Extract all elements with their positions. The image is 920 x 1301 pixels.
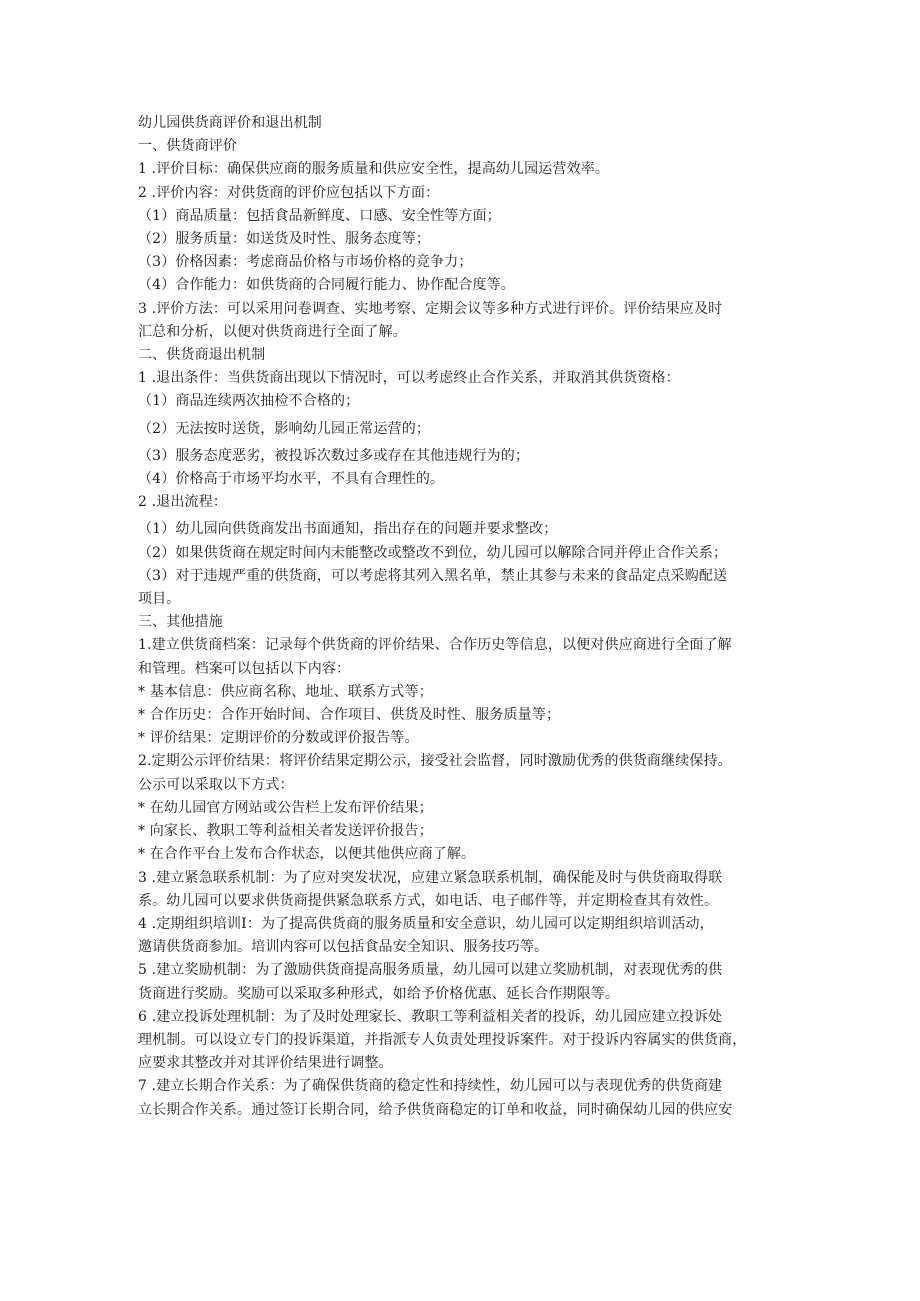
document-line: 项目。 (138, 591, 181, 608)
document-line: 立长期合作关系。通过签订长期合同，给予供货商稳定的订单和收益，同时确保幼儿园的供应安 (138, 1101, 733, 1118)
document-line: 应要求其整改并对其评价结果进行调整。 (138, 1055, 393, 1072)
document-line: 2 .退出流程： (138, 494, 228, 511)
document-line: 3 .建立紧急联系机制：为了应对突发状况，应建立紧急联系机制，确保能及时与供货商取得联 (138, 869, 723, 886)
document-line: 汇总和分析，以便对供货商进行全面了解。 (138, 323, 407, 340)
document-line: 1 .退出条件：当供货商出现以下情况时，可以考虑终止合作关系，并取消其供货资格： (138, 370, 680, 387)
document-line: * 基本信息：供应商名称、地址、联系方式等； (138, 683, 433, 700)
document-line: * 向家长、教职工等利益相关者发送评价报告； (138, 823, 433, 840)
document-line: （2）如果供货商在规定时间内未能整改或整改不到位，幼儿园可以解除合同并停止合作关系； (138, 544, 728, 561)
document-line: 4 .定期组织培训I：为了提高供货商的服务质量和安全意识，幼儿园可以定期组织培训活动， (138, 915, 714, 932)
document-line: （1）商品质量：包括食品新鲜度、口感、安全性等方面； (138, 207, 501, 224)
document-line: 邀请供货商参加。培训内容可以包括食品安全知识、服务技巧等。 (138, 939, 549, 956)
document-title: 幼儿园供货商评价和退出机制 (138, 115, 322, 131)
document-line: 系。幼儿园可以要求供货商提供紧急联系方式，如电话、电子邮件等，并定期检查其有效性。 (138, 892, 719, 909)
document-line: 货商进行奖励。奖励可以采取多种形式，如给予价格优惠、延长合作期限等。 (138, 985, 620, 1002)
document-line: * 合作历史：合作开始时间、合作项目、供货及时性、服务质量等； (138, 707, 561, 724)
document-line: （1）商品连续两次抽检不合格的； (138, 393, 360, 410)
document-line: 三、其他措施 (138, 614, 223, 631)
document-line: （2）无法按时送货，影响幼儿园正常运营的； (138, 420, 431, 437)
document-line: 6 .建立投诉处理机制：为了及时处理家长、教职工等利益相关者的投诉，幼儿园应建立投诉处 (138, 1008, 723, 1025)
document-line: （3）对于违规严重的供货商，可以考虑将其列入黑名单，禁止其参与未来的食品定点采购配送 (138, 567, 728, 584)
document-line: （2）服务质量：如送货及时性、服务态度等； (138, 231, 431, 248)
document-line: * 评价结果：定期评价的分数或评价报告等。 (138, 730, 419, 747)
document-line: （3）服务态度恶劣，被投诉次数过多或存在其他违规行为的； (138, 447, 530, 464)
document-line: （4）合作能力：如供货商的合同履行能力、协作配合度等。 (138, 277, 515, 294)
document-line: * 在合作平台上发布合作状态，以便其他供应商了解。 (138, 846, 476, 863)
document-line: 公示可以采取以下方式： (138, 776, 294, 793)
document-line: （3）价格因素：考虑商品价格与市场价格的竞争力； (138, 254, 473, 271)
document-body (138, 112, 788, 1122)
document-line: 5 .建立奖励机制：为了激励供货商提高服务质量，幼儿园可以建立奖励机制，对表现优秀的供 (138, 962, 723, 979)
document-line: 3 .评价方法：可以采用问卷调查、实地考察、定期会议等多种方式进行评价。评价结果应及时 (138, 300, 723, 317)
document-line: 和管理。档案可以包括以下内容： (138, 660, 351, 677)
document-line: 理机制。可以设立专门的投诉渠道，并指派专人负责处理投诉案件。对于投诉内容属实的供货商， (138, 1031, 747, 1048)
document-line: 1 .评价目标：确保供应商的服务质量和供应安全性，提高幼儿园运营效率。 (138, 161, 610, 178)
document-line: 2.定期公示评价结果：将评价结果定期公示，接受社会监督，同时激励优秀的供货商继续保持。 (138, 753, 732, 770)
document-line: 1.建立供货商档案：记录每个供货商的评价结果、合作历史等信息，以便对供应商进行全面了解 (138, 637, 732, 654)
document-line: （4）价格高于市场平均水平，不具有合理性的。 (138, 471, 445, 488)
document-line: * 在幼儿园官方网站或公告栏上发布评价结果； (138, 799, 433, 816)
document-line: 2 .评价内容：对供货商的评价应包括以下方面： (138, 184, 440, 201)
document-line: 一、供货商评价 (138, 138, 238, 155)
document-lines (138, 135, 788, 1122)
document-line: 二、供货商退出机制 (138, 347, 266, 364)
document-line: （1）幼儿园向供货商发出书面通知，指出存在的问题并要求整改； (138, 521, 558, 538)
document-line: 7 .建立长期合作关系：为了确保供货商的稳定性和持续性，幼儿园可以与表现优秀的供货商建 (138, 1078, 723, 1095)
